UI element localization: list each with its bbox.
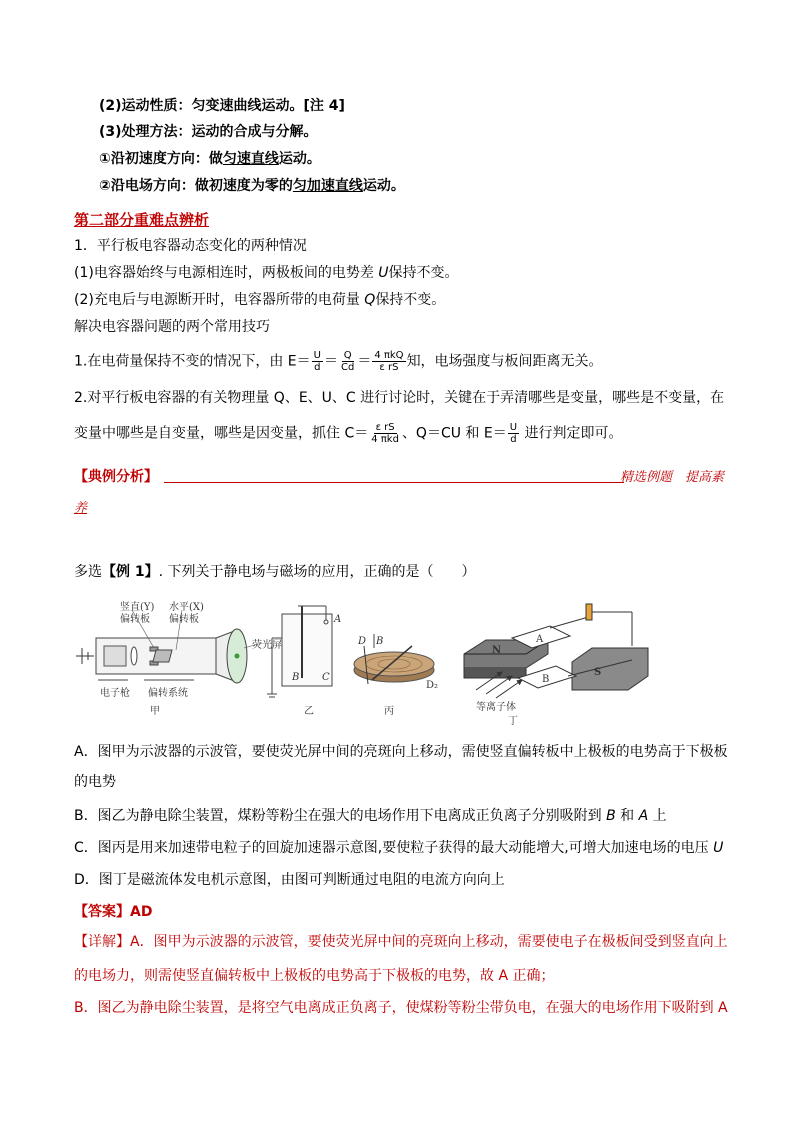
case2-line	[74, 290, 445, 310]
tip2-fraction-2	[508, 422, 519, 445]
tip2-line2	[74, 422, 623, 445]
cyclotron-label-d2: D₂	[426, 680, 439, 691]
initial-direction-line	[99, 149, 321, 169]
option-c-var: U	[713, 840, 724, 856]
field-direction-line	[99, 176, 405, 196]
oscilloscope-diagram	[76, 600, 282, 717]
question-text: . 下列关于静电场与磁场的应用，正确的是（ ）	[158, 564, 476, 580]
example-analysis-bar	[74, 466, 724, 486]
example-divider	[164, 482, 624, 483]
initial-dir-suffix: 运动。	[278, 151, 321, 167]
example-number: 【例 1】	[102, 564, 159, 580]
plate-b-label: B	[542, 674, 550, 685]
answer-line: 【答案】AD	[74, 904, 153, 920]
tip2-line1: 2.对平行板电容器的有关物理量 Q、E、U、C 进行讨论时，关键在于弄清哪些是变量，哪些是不变量，在	[74, 390, 725, 406]
option-d: D．图丁是磁流体发电机示意图，由图可判断通过电阻的电流方向向上	[74, 872, 505, 888]
question-stem	[74, 562, 476, 582]
field-dir-underlined: 匀加速直线	[292, 178, 363, 194]
tip2-f2-den: d	[510, 434, 517, 445]
horizontal-plate-label: 水平(X)	[169, 602, 204, 613]
cyclotron-diagram	[354, 634, 438, 717]
tip2-f1-den: 4 πkd	[371, 434, 399, 445]
figure-bing-label: 丙	[384, 706, 394, 717]
case1-var: U	[378, 265, 389, 281]
figure-jia-label: 甲	[150, 706, 160, 717]
precipitator-diagram	[267, 606, 341, 717]
tip1-f1-num: U	[313, 350, 321, 361]
example-tagline-continued: 养	[74, 501, 88, 516]
tip1-f3-den: ε rS	[379, 362, 399, 373]
case1-text-a: (1)电容器始终与电源相连时，两极板间的电势差	[74, 265, 379, 281]
option-b-text-a: B．图乙为静电除尘装置，煤粉等粉尘在强大的电场作用下电离成正负离子分别吸附到	[74, 808, 607, 824]
tip1-f2-den: Cd	[340, 362, 355, 373]
precip-label-a: A	[334, 614, 342, 625]
option-c-text: C．图丙是用来加速带电粒子的回旋加速器示意图,要使粒子获得的最大动能增大,可增大加速电场的电压	[74, 840, 714, 856]
tips-title: 解决电容器问题的两个常用技巧	[74, 319, 270, 335]
option-a-line1: A．图甲为示波器的示波管，要使荧光屏中间的亮斑向上移动，需使竖直偏转板中上极板的电势高于下极板	[74, 744, 728, 760]
horizontal-plate-label-2: 偏转板	[169, 614, 199, 625]
section2-item1: 1．平行板电容器动态变化的两种情况	[74, 238, 307, 254]
tip1-fraction-1	[312, 350, 323, 373]
deflection-system-label: 偏转系统	[148, 688, 188, 699]
case2-text-a: (2)充电后与电源断开时，电容器所带的电荷量	[74, 292, 365, 308]
case2-text-b: 保持不变。	[375, 292, 446, 308]
case2-var: Q	[364, 292, 376, 308]
option-b	[74, 806, 667, 826]
motion-nature-line: (2)运动性质：匀变速曲线运动。[注 4]	[99, 98, 345, 114]
option-b-text-b: 和	[615, 808, 639, 824]
tip2-text-b: 、Q＝CU 和 E＝	[401, 425, 507, 442]
multi-select-tag: 多选	[74, 564, 102, 580]
precip-label-c: C	[322, 672, 330, 683]
option-c	[74, 838, 723, 858]
tip1-text-b: 知，电场强度与板间距离无关。	[406, 353, 603, 370]
method-line: (3)处理方法：运动的合成与分解。	[99, 124, 318, 140]
detail-line1: 【详解】A．图甲为示波器的示波管，要使荧光屏中间的亮斑向上移动，需要使电子在极板间受到竖直向上	[74, 934, 728, 950]
detail-line2: 的电场力，则需使竖直偏转板中上极板的电势高于下极板的电势，故 A 正确；	[74, 968, 555, 984]
tip1-f2-num: Q	[343, 350, 352, 361]
option-b-text-c: 上	[648, 808, 667, 824]
electron-gun-label: 电子枪	[100, 688, 130, 699]
section2-title: 第二部分重难点辨析	[74, 211, 210, 229]
plasma-label: 等离子体	[476, 702, 516, 713]
cyclotron-label-b: B	[376, 636, 384, 647]
screen-label: 荧光屏	[252, 640, 282, 651]
tip1-text-a: 1.在电荷量保持不变的情况下，由 E＝	[74, 353, 311, 370]
case1-line	[74, 263, 459, 283]
figure-ding-label: 丁	[508, 716, 518, 727]
initial-dir-underlined: 匀速直线	[222, 151, 279, 167]
option-a-line2: 的电势	[74, 774, 116, 790]
tip1-f1-den: d	[314, 362, 321, 373]
tip2-text-c: 进行判定即可。	[520, 425, 623, 442]
apparatus-figure	[72, 598, 732, 728]
tip1-eq2: ＝	[357, 353, 372, 370]
precip-label-b: B	[292, 672, 300, 683]
tip1-fraction-2	[339, 350, 356, 373]
tip1-fraction-3	[372, 350, 405, 373]
example-tagline: 精选例题 提高素	[619, 470, 724, 485]
detail-line3: B．图乙为静电除尘装置，是将空气电离成正负离子，使煤粉等粉尘带负电，在强大的电场作用下吸附到 A	[74, 1000, 728, 1016]
option-b-var2: A	[638, 808, 649, 824]
mhd-generator-diagram	[464, 604, 648, 727]
tip2-f2-num: U	[509, 422, 518, 433]
plate-a-label: A	[536, 634, 544, 645]
tip2-text-a: 变量中哪些是自变量，哪些是因变量，抓住 C＝	[74, 425, 369, 442]
tip1-eq1: ＝	[323, 353, 338, 370]
magnet-n-label: N	[492, 645, 502, 656]
magnet-s-label: S	[594, 667, 602, 678]
case1-text-b: 保持不变。	[388, 265, 459, 281]
example-analysis-label: 【典例分析】	[74, 469, 158, 485]
tip2-f1-num: ε rS	[375, 422, 395, 433]
initial-dir-prefix: ①沿初速度方向：做	[99, 151, 223, 167]
option-b-var1: B	[606, 808, 616, 824]
vertical-plate-label-2: 偏转板	[120, 614, 150, 625]
figure-yi-label: 乙	[304, 706, 314, 717]
cyclotron-label-d: D	[358, 636, 367, 647]
vertical-plate-label: 竖直(Y)	[120, 602, 155, 613]
field-dir-suffix: 运动。	[362, 178, 405, 194]
tip1-line	[74, 350, 603, 373]
tip1-f3-num: 4 πkQ	[374, 350, 404, 361]
tip2-fraction-1	[369, 422, 401, 445]
field-dir-prefix: ②沿电场方向：做初速度为零的	[99, 178, 293, 194]
